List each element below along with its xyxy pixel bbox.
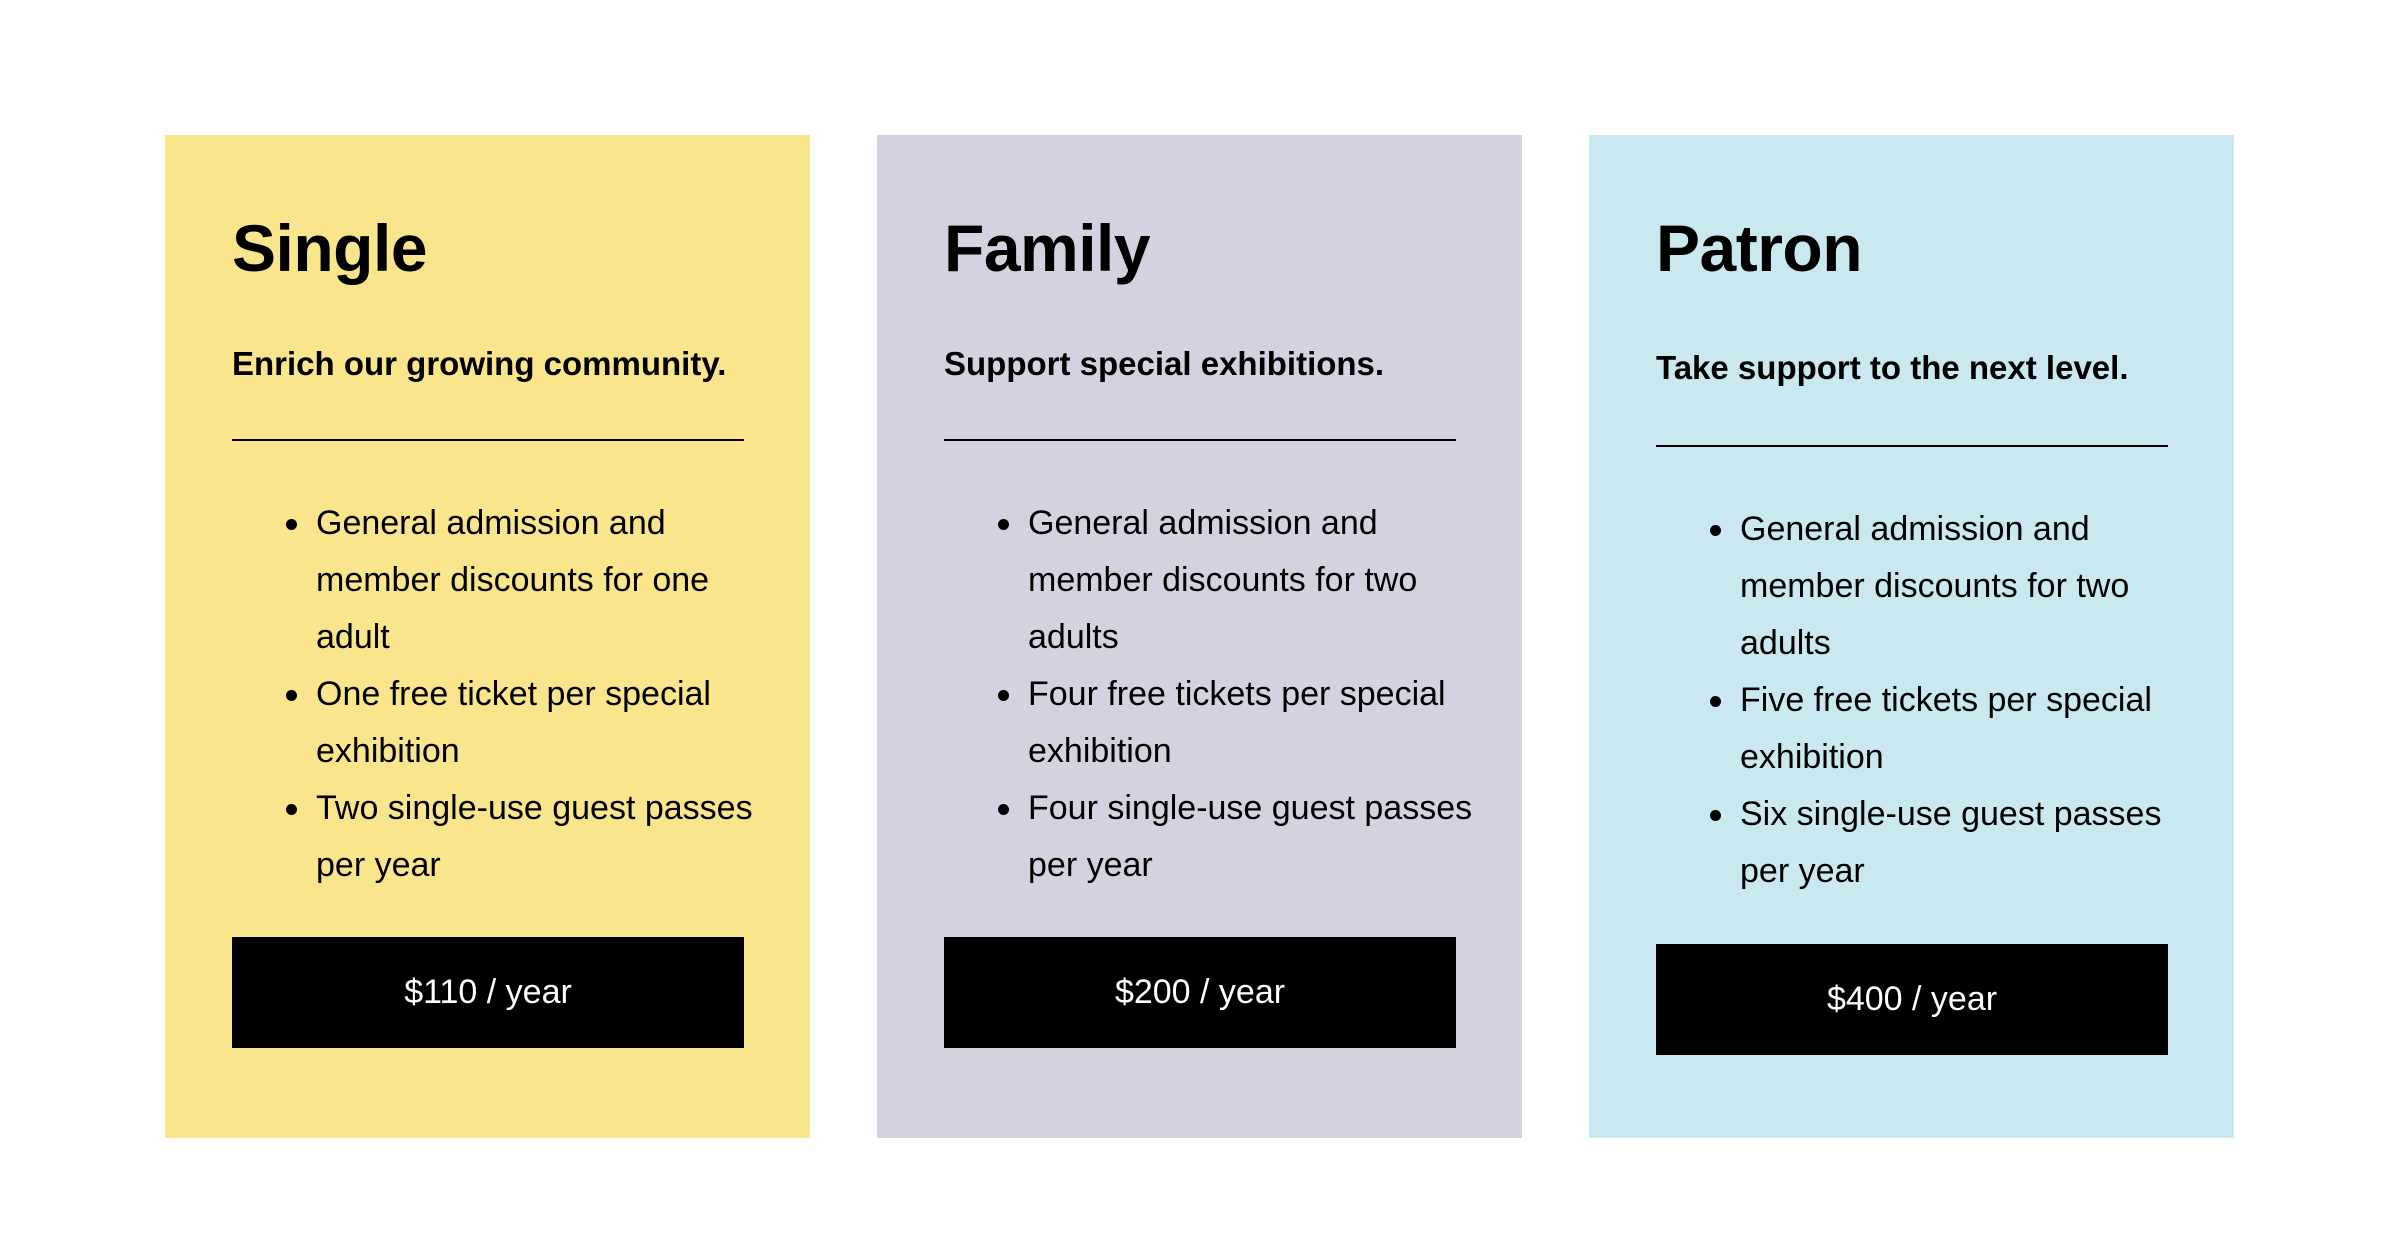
feature-list [1656, 501, 2186, 900]
plan-tagline: Enrich our growing community. [232, 345, 727, 382]
feature-item: Two single-use guest passes per year [316, 780, 762, 894]
feature-list [944, 495, 1474, 894]
buy-single-button[interactable]: $110 / year [232, 937, 744, 1048]
feature-item: Four single-use guest passes per year [1028, 780, 1474, 894]
plan-card-patron [1589, 135, 2234, 1138]
feature-item: Six single-use guest passes per year [1740, 786, 2186, 900]
plan-tagline: Take support to the next level. [1656, 349, 2129, 386]
plan-title: Patron [1656, 211, 1863, 285]
plan-title: Family [944, 211, 1151, 285]
plan-tagline: Support special exhibitions. [944, 345, 1385, 382]
divider [1656, 445, 2168, 447]
plan-title: Single [232, 211, 428, 285]
feature-item: Four free tickets per special exhibition [1028, 666, 1474, 780]
feature-item: Five free tickets per special exhibition [1740, 672, 2186, 786]
divider [944, 439, 1456, 441]
feature-list [232, 495, 762, 894]
feature-item: One free ticket per special exhibition [316, 666, 762, 780]
plan-card-family [877, 135, 1522, 1138]
plan-card-single [165, 135, 810, 1138]
divider [232, 439, 744, 441]
feature-item: General admission and member discounts for two adults [1740, 501, 2186, 672]
feature-item: General admission and member discounts for two adults [1028, 495, 1474, 666]
buy-family-button[interactable]: $200 / year [944, 937, 1456, 1048]
buy-patron-button[interactable]: $400 / year [1656, 944, 2168, 1055]
feature-item: General admission and member discounts for one adult [316, 495, 762, 666]
